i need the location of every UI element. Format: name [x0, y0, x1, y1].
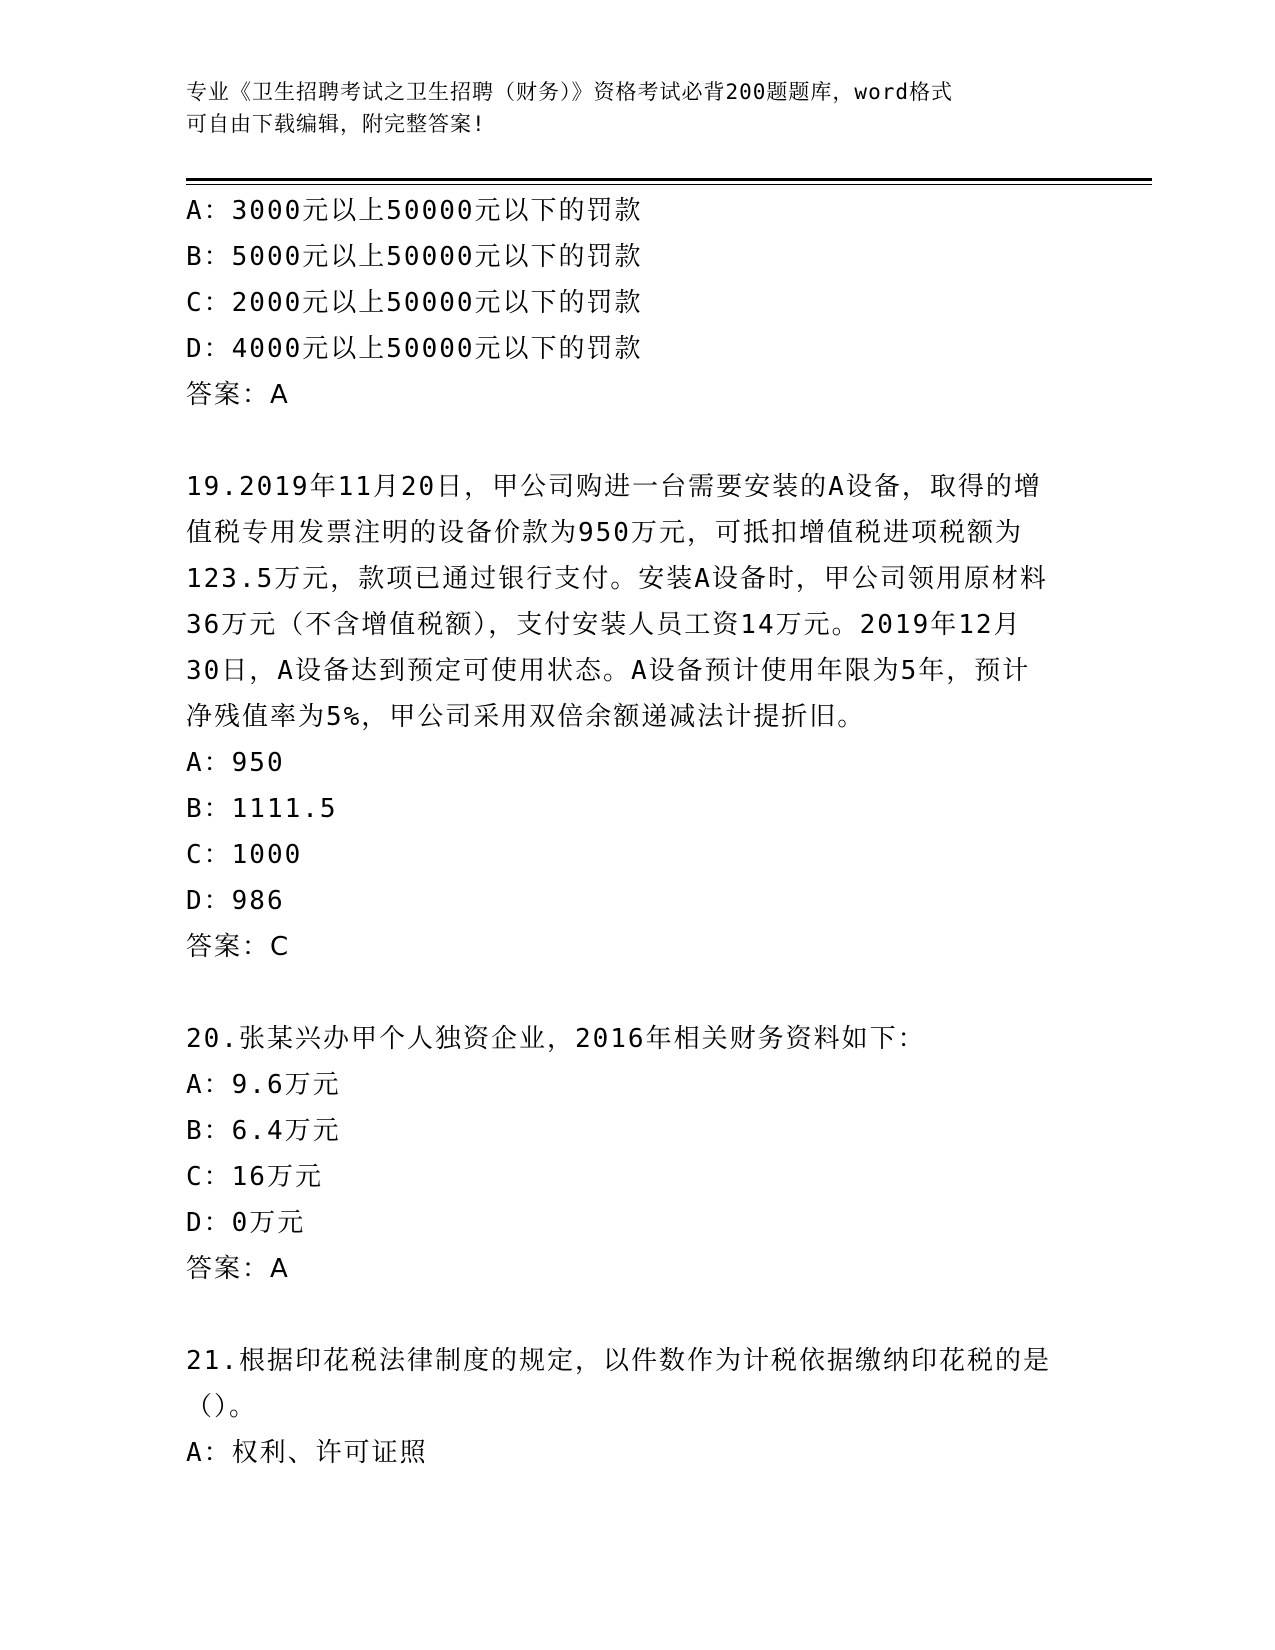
option-a: A：3000元以上50000元以下的罚款	[186, 196, 643, 226]
question-text-line: 123.5万元，款项已通过银行支付。安装A设备时，甲公司领用原材料	[186, 564, 1048, 594]
header-line-2: 可自由下载编辑，附完整答案!	[186, 112, 486, 136]
question-text-line: 净残值率为5%，甲公司采用双倍余额递减法计提折旧。	[186, 702, 866, 732]
header-line-1: 专业《卫生招聘考试之卫生招聘（财务）》资格考试必背200题题库，word格式	[186, 80, 953, 104]
question-19	[186, 464, 1086, 970]
option-d: D：986	[186, 886, 285, 916]
option-d: D：4000元以上50000元以下的罚款	[186, 334, 643, 364]
header-divider-thin	[186, 184, 1152, 185]
question-20	[186, 1016, 1086, 1292]
document-header	[186, 76, 1086, 140]
option-d: D：0万元	[186, 1208, 306, 1238]
answer: 答案：A	[186, 380, 290, 410]
question-text-line: 21.根据印花税法律制度的规定，以件数作为计税依据缴纳印花税的是	[186, 1346, 1051, 1376]
option-a: A：9.6万元	[186, 1070, 341, 1100]
question-text-line: 36万元（不含增值税额），支付安装人员工资14万元。2019年12月	[186, 610, 1022, 640]
answer: 答案：A	[186, 1254, 290, 1284]
question-text-line: 19.2019年11月20日，甲公司购进一台需要安装的A设备，取得的增	[186, 472, 1042, 502]
question-partial	[186, 188, 1086, 418]
question-text-line: （）。	[186, 1392, 258, 1422]
option-c: C：16万元	[186, 1162, 323, 1192]
spacer	[186, 418, 1086, 464]
spacer	[186, 970, 1086, 1016]
option-b: B：5000元以上50000元以下的罚款	[186, 242, 643, 272]
option-b: B：6.4万元	[186, 1116, 341, 1146]
answer: 答案：C	[186, 932, 291, 962]
question-text-line: 值税专用发票注明的设备价款为950万元，可抵扣增值税进项税额为	[186, 518, 1023, 548]
option-c: C：2000元以上50000元以下的罚款	[186, 288, 643, 318]
header-divider-thick	[186, 178, 1152, 181]
option-b: B：1111.5	[186, 794, 338, 824]
question-text-line: 20.张某兴办甲个人独资企业，2016年相关财务资料如下：	[186, 1024, 926, 1054]
document-body	[186, 188, 1086, 1476]
question-text-line: 30日，A设备达到预定可使用状态。A设备预计使用年限为5年，预计	[186, 656, 1031, 686]
option-a: A：950	[186, 748, 285, 778]
option-c: C：1000	[186, 840, 303, 870]
question-21	[186, 1338, 1086, 1476]
spacer	[186, 1292, 1086, 1338]
option-a: A：权利、许可证照	[186, 1438, 428, 1468]
